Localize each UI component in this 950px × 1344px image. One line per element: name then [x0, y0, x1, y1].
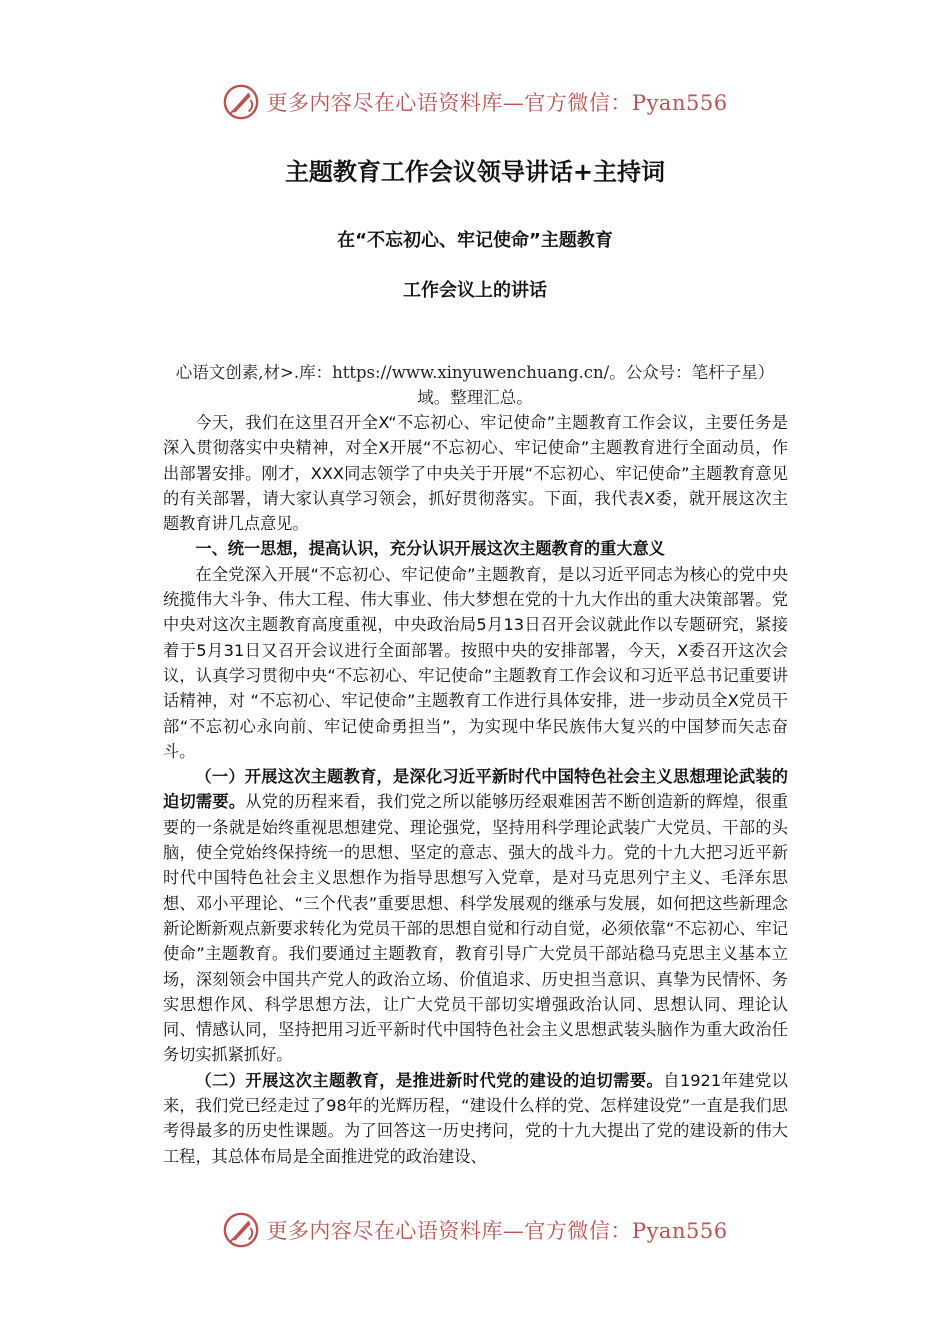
- quill-logo-icon: [222, 83, 260, 121]
- paragraph: [163, 1068, 788, 1169]
- banner-text: 更多内容尽在心语资料库—官方微信：Pyan556: [266, 91, 728, 115]
- paragraph-lead: （一）开展这次主题教育，是深化习近平新时代中国特色社会主义思想理论武装的迫切需要。: [163, 767, 788, 812]
- banner-text: 更多内容尽在心语资料库—官方微信：Pyan556: [266, 1219, 728, 1243]
- speech-subtitle-line2: 工作会议上的讲话: [403, 280, 547, 301]
- paragraph: [163, 764, 788, 1068]
- paragraph-text: 自1921年建党以来，我们党已经走过了98年的光辉历程，“建设什么样的党、怎样建设党”一直是我们思考得最多的历史性课题。为了回答这一历史拷问，党的十九大提出了党的建设新的伟大工程，其总体布局是全面推进党的政治建设、: [163, 1070, 788, 1166]
- quill-logo-icon: [222, 1211, 260, 1249]
- document-body: [163, 410, 788, 1169]
- speech-subtitle-line1: 在“不忘初心、牢记使命”主题教育: [337, 230, 613, 251]
- section-heading: 一、统一思想，提高认识，充分认识开展这次主题教育的重大意义: [195, 539, 665, 559]
- header-banner: [0, 82, 950, 122]
- paragraph: 在全党深入开展“不忘初心、牢记使命”主题教育，是以习近平同志为核心的党中央统揽伟大斗争、伟大工程、伟大事业、伟大梦想在党的十九大作出的重大决策部署。党中央对这次主题教育高度重视，中央政治局5月13日召开会议就此作以专题研究，紧接着于5月31日又召开会议进行全面部署。按照中央的安排部署，今天，X委召开这次会议，认真学习贯彻中央“不忘初心、牢记使命”主题教育工作会议和习近平总书记重要讲话精神，对 “不忘初心、牢记使命”主题教育工作进行具体安排，进一步动员全X党员干部“不忘初心永向前、牢记使命勇担当”，为实现中华民族伟大复兴的中国梦而矢志奋斗。: [163, 564, 788, 761]
- document-title: 主题教育工作会议领导讲话+主持词: [284, 158, 666, 186]
- paragraph: 今天，我们在这里召开全X“不忘初心、牢记使命”主题教育工作会议，主要任务是深入贯彻落实中央精神，对全X开展“不忘初心、牢记使命”主题教育进行全面动员，作出部署安排。刚才，XXX同志领学了中央关于开展“不忘初心、牢记使命”主题教育意见的有关部署，请大家认真学习领会，抓好贯彻落实。下面，我代表X委，就开展这次主题教育讲几点意见。: [163, 413, 788, 534]
- source-note: 心语文创素,材>.库：https://www.xinyuwenchuang.cn/。公众号：笔杆子星）域。整理汇总。: [175, 363, 775, 407]
- paragraph-lead: （二）开展这次主题教育，是推进新时代党的建设的迫切需要。: [195, 1070, 664, 1090]
- paragraph-text: 从党的历程来看，我们党之所以能够历经艰难困苦不断创造新的辉煌，很重要的一条就是始终重视思想建党、理论强党，坚持用科学理论武装广大党员、干部的头脑，使全党始终保持统一的思想、坚定的意志、强大的战斗力。党的十九大把习近平新时代中国特色社会主义思想作为指导思想写入党章，是对马克思列宁主义、毛泽东思想、邓小平理论、“三个代表”重要思想、科学发展观的继承与发展，如何把这些新理念新论断新观点新要求转化为党员干部的思想自觉和行动自觉，必须依靠“不忘初心、牢记使命”主题教育。我们要通过主题教育，教育引导广大党员干部站稳马克思主义基本立场，深刻领会中国共产党人的政治立场、价值追求、历史担当意识、真挚为民情怀、务实思想作风、科学思想方法，让广大党员干部切实增强政治认同、思想认同、理论认同、情感认同，坚持把用习近平新时代中国特色社会主义思想武装头脑作为重大政治任务切实抓紧抓好。: [163, 792, 789, 1065]
- footer-banner: [0, 1210, 950, 1250]
